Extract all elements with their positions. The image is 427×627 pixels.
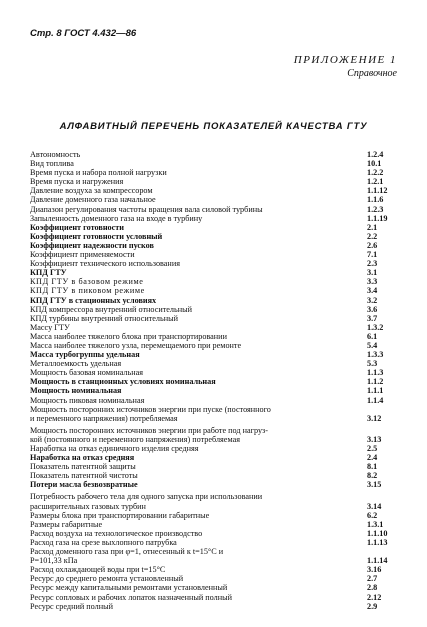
index-entry	[30, 195, 397, 204]
entry-name: Ресурс сопловых и рабочих лопаток назначенный полный	[30, 592, 232, 602]
entry-ref: 1.3.2	[367, 322, 384, 332]
index-entry	[30, 480, 397, 489]
entry-name: Мощность посторонних источников энергии при работе под нагруз- кой (постоянного и переменного напряжения) потребляемая	[30, 425, 269, 444]
index-entry	[30, 377, 397, 386]
entry-name: Расход газа на срезе выхлопного патрубка	[30, 537, 177, 547]
index-entry	[30, 223, 397, 232]
index-entry	[30, 547, 397, 565]
index-entry	[30, 341, 397, 350]
entry-name: Показатель патентной чистоты	[30, 471, 138, 481]
index-entry	[30, 177, 397, 186]
index-entry	[30, 186, 397, 195]
entry-name: Диапазон регулирования частоты вращения вала силовой турбины	[30, 204, 263, 214]
index-entry	[30, 396, 397, 405]
entry-ref: 3.7	[367, 313, 378, 323]
entry-name: Мощность пиковая номинальная	[30, 395, 145, 405]
index-entry	[30, 574, 397, 583]
index-entry	[30, 350, 397, 359]
entry-name: Мощность посторонних источников энергии при пуске (постоянного и переменного напряжения) потребляемая	[30, 404, 271, 423]
index-entry	[30, 232, 397, 241]
entry-ref: 1.1.19	[367, 213, 388, 223]
index-entry	[30, 305, 397, 314]
index-entry	[30, 593, 397, 602]
entry-name: Массу ГТУ	[30, 322, 70, 332]
index-entry	[30, 583, 397, 592]
entry-ref: 1.2.4	[367, 150, 384, 159]
entry-ref: 2.9	[367, 601, 378, 611]
index-entry	[30, 214, 397, 223]
entry-ref: 1.3.1	[367, 519, 384, 529]
entry-name: Расход доменного газа при φ=1, отнесенный к t=15°С и Р=101,33 кПа	[30, 547, 224, 566]
index-entry	[30, 296, 397, 305]
entry-ref: 3.14	[367, 501, 382, 511]
index-entry	[30, 241, 397, 250]
entry-ref: 2.2	[367, 231, 378, 241]
index-entry	[30, 159, 397, 168]
entry-ref: 1.1.12	[367, 186, 388, 196]
entry-name: Размеры габаритные	[30, 519, 103, 529]
index-entry	[30, 259, 397, 268]
entry-name: Ресурс средний полный	[30, 601, 114, 611]
entry-ref: 2.6	[367, 240, 378, 250]
entry-ref: 1.1.6	[367, 195, 384, 205]
entry-name: Коэффициент применяемости	[30, 250, 135, 260]
entry-ref: 8.1	[367, 462, 378, 472]
index-entry	[30, 314, 397, 323]
entry-name: КПД ГТУ	[30, 268, 67, 278]
entry-name: Размеры блока при транспортировании габаритные	[30, 510, 210, 520]
entry-name: Коэффициент готовности	[30, 222, 125, 232]
entry-name: КПД компрессора внутренний относительный	[30, 304, 193, 314]
entry-ref: 1.1.2	[367, 377, 384, 387]
appendix-heading	[294, 54, 397, 79]
entry-ref: 1.1.14	[367, 556, 388, 566]
index-entry	[30, 453, 397, 462]
entry-name: Мощность номинальная	[30, 386, 122, 396]
index-entry	[30, 168, 397, 177]
index-entry	[30, 462, 397, 471]
entry-name: Мощность в станционных условиях номинальная	[30, 377, 216, 387]
entry-name: Показатель патентной защиты	[30, 462, 136, 472]
entry-ref: 1.2.3	[367, 204, 384, 214]
entry-ref: 5.3	[367, 359, 378, 369]
entry-ref: 1.1.1	[367, 386, 384, 396]
entry-name: КПД ГТУ в базовом режиме	[30, 277, 144, 287]
index-entry	[30, 444, 397, 453]
index-entry	[30, 323, 397, 332]
entry-ref: 10.1	[367, 159, 382, 169]
entry-ref: 1.2.2	[367, 168, 384, 178]
entry-ref: 3.15	[367, 480, 382, 490]
entry-ref: 8.2	[367, 471, 378, 481]
index-entry	[30, 286, 397, 295]
entry-ref: 2.4	[367, 453, 378, 463]
index-entry	[30, 205, 397, 214]
index-entry	[30, 368, 397, 377]
entry-ref: 1.2.1	[367, 177, 384, 187]
entry-name: Масса наиболее тяжелого блока при транспортировании	[30, 331, 227, 341]
entry-name: Давление доменного газа начальное	[30, 195, 156, 205]
entry-name: Масса турбогруппы удельная	[30, 350, 140, 360]
entry-ref: 2.3	[367, 259, 378, 269]
appendix-subtitle: Справочное	[347, 68, 397, 79]
index-entry	[30, 520, 397, 529]
entry-ref: 3.16	[367, 565, 382, 575]
entry-ref: 3.3	[367, 277, 378, 287]
entry-name: Время пуска и нагружения	[30, 177, 124, 187]
entry-ref: 2.7	[367, 574, 378, 584]
entry-ref: 1.1.4	[367, 395, 384, 405]
entry-name: Потребность рабочего тела для одного запуска при использовании расширительных газовых турбин	[30, 492, 263, 511]
index-entry	[30, 359, 397, 368]
index-entry	[30, 471, 397, 480]
index-entry	[30, 511, 397, 520]
entry-ref: 3.4	[367, 286, 378, 296]
entry-name: Коэффициент технического использования	[30, 259, 180, 269]
entry-ref: 1.1.10	[367, 528, 388, 538]
entry-name: Расход охлаждающей воды при t=15°С	[30, 565, 166, 575]
entry-name: Наработка на отказ средняя	[30, 453, 135, 463]
entry-ref: 1.1.13	[367, 537, 388, 547]
entry-ref: 6.1	[367, 331, 378, 341]
index-entry	[30, 150, 397, 159]
entry-name: Наработка на отказ единичного изделия средняя	[30, 444, 199, 453]
index-entry	[30, 405, 397, 423]
entry-name: Мощность базовая номинальная	[30, 368, 144, 378]
appendix-title: ПРИЛОЖЕНИЕ 1	[293, 54, 397, 66]
entry-name: Ресурс до среднего ремонта установленный	[30, 574, 184, 584]
entry-ref: 3.12	[367, 413, 382, 423]
entry-name: Расход воздуха на технологическое производство	[30, 528, 203, 538]
index-entry	[30, 538, 397, 547]
entry-ref: 2.12	[367, 592, 382, 602]
entry-ref: 2.5	[367, 444, 378, 453]
index-entry	[30, 426, 397, 444]
index-entry	[30, 565, 397, 574]
entry-name: Потери масла безвозвратные	[30, 480, 138, 490]
entry-name: Запыленность доменного газа на входе в турбину	[30, 213, 203, 223]
entry-name: Автономность	[30, 150, 81, 159]
index-list	[30, 150, 397, 611]
page-header: Стр. 8 ГОСТ 4.432—86	[30, 28, 137, 39]
index-entry	[30, 529, 397, 538]
entry-name: Время пуска и набора полной нагрузки	[30, 168, 167, 178]
entry-ref: 2.1	[367, 222, 378, 232]
entry-ref: 3.13	[367, 434, 382, 444]
entry-name: Коэффициент надежности пусков	[30, 240, 154, 250]
entry-ref: 1.3.3	[367, 350, 384, 360]
entry-ref: 3.2	[367, 295, 378, 305]
index-entry	[30, 492, 397, 510]
index-entry	[30, 268, 397, 277]
entry-name: Ресурс между капитальными ремонтами установленный	[30, 583, 228, 593]
index-entry	[30, 277, 397, 286]
entry-name: Вид топлива	[30, 159, 74, 169]
entry-ref: 6.2	[367, 510, 378, 520]
entry-ref: 2.8	[367, 583, 378, 593]
entry-name: Коэффициент готовности условный	[30, 231, 163, 241]
entry-name: КПД ГТУ в пиковом режиме	[30, 286, 145, 296]
index-entry	[30, 602, 397, 611]
entry-name: Давление воздуха за компрессором	[30, 186, 153, 196]
entry-name: КПД ГТУ в стационных условиях	[30, 295, 157, 305]
entry-ref: 1.1.3	[367, 368, 384, 378]
index-entry	[30, 250, 397, 259]
entry-name: Масса наиболее тяжелого узла, перемещаемого при ремонте	[30, 340, 242, 350]
entry-name: КПД турбины внутренний относительный	[30, 313, 179, 323]
entry-ref: 3.6	[367, 304, 378, 314]
entry-ref: 5.4	[367, 340, 378, 350]
index-entry	[30, 332, 397, 341]
entry-ref: 7.1	[367, 250, 378, 260]
document-title: АЛФАВИТНЫЙ ПЕРЕЧЕНЬ ПОКАЗАТЕЛЕЙ КАЧЕСТВА ГТУ	[59, 121, 368, 132]
entry-ref: 3.1	[367, 268, 378, 278]
index-entry	[30, 386, 397, 395]
entry-name: Металлоемкость удельная	[30, 359, 122, 369]
